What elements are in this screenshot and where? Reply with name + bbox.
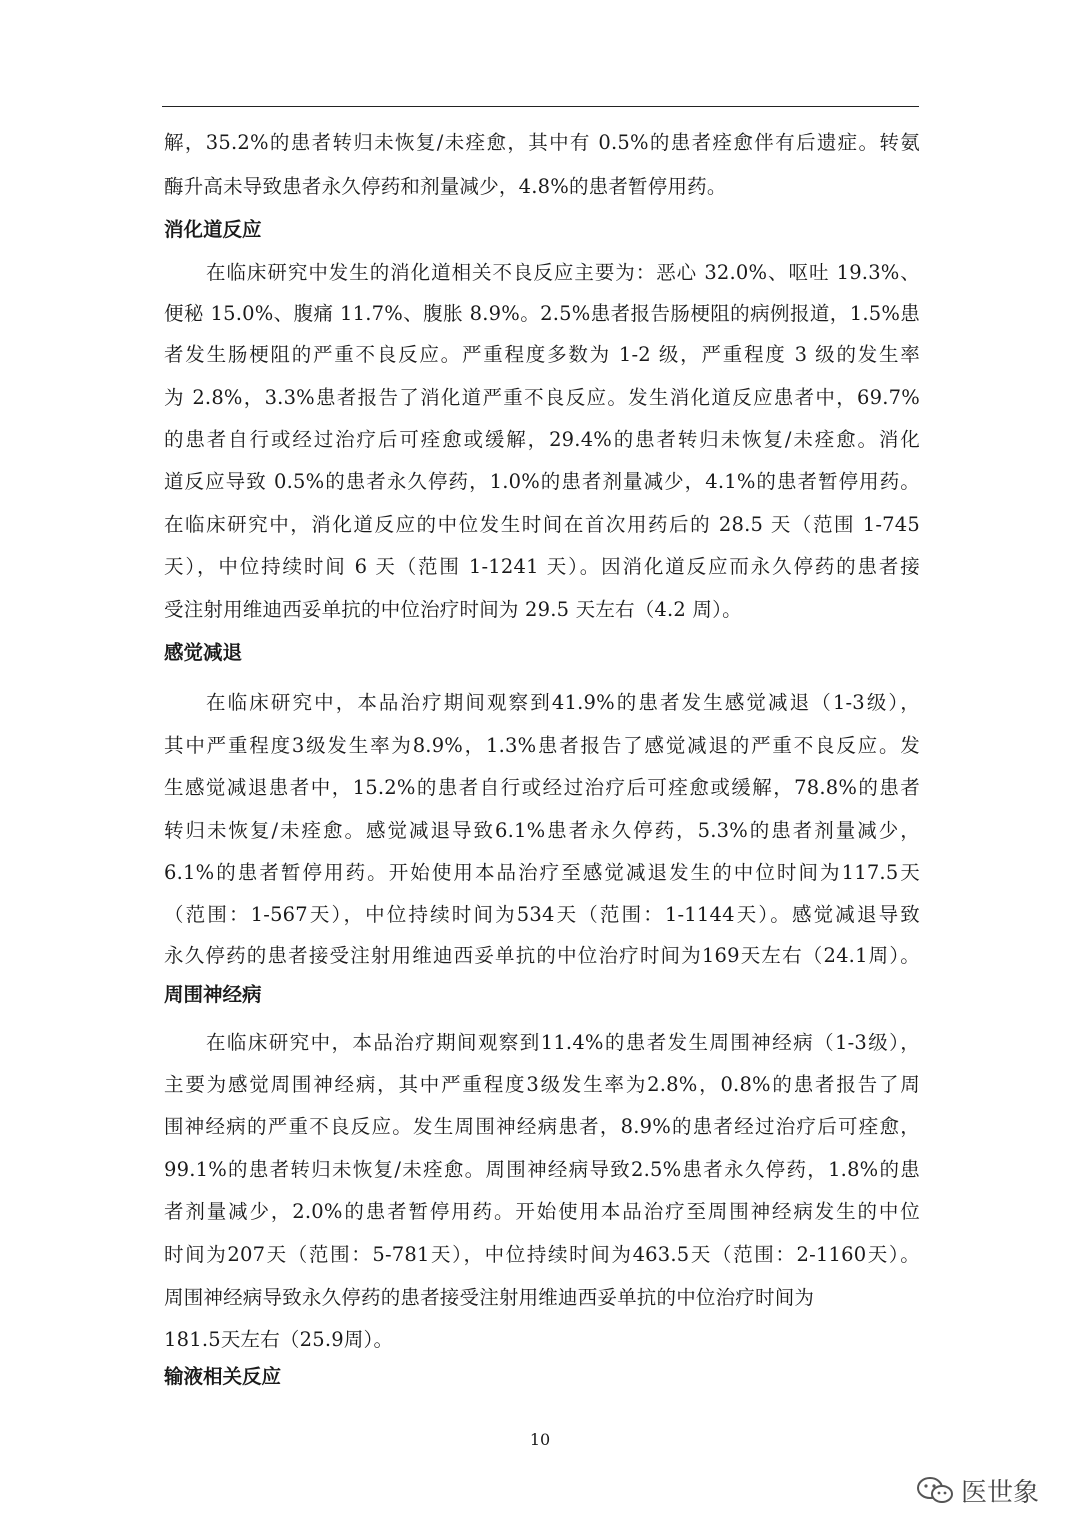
text-line: 181.5天左右（25.9周）。	[164, 1328, 394, 1351]
text-line: 其中严重程度3级发生率为8.9%，1.3%患者报告了感觉减退的严重不良反应。发	[164, 734, 920, 757]
text-line: 转归未恢复/未痊愈。感觉减退导致6.1%患者永久停药，5.3%的患者剂量减少，	[164, 819, 920, 842]
text-line: 在临床研究中，本品治疗期间观察到11.4%的患者发生周围神经病（1-3级），	[206, 1031, 920, 1054]
watermark-text: 医世象	[961, 1477, 1040, 1508]
header-rule	[162, 106, 919, 107]
text-line: （范围：1-567天），中位持续时间为534天（范围：1-1144天）。感觉减退导致	[164, 903, 920, 926]
text-line: 在临床研究中发生的消化道相关不良反应主要为：恶心 32.0%、呕吐 19.3%、	[206, 261, 920, 284]
section-heading-hypoesthesia: 感觉减退	[164, 641, 243, 664]
text-line: 时间为207天（范围：5-781天），中位持续时间为463.5天（范围：2-1160天）。	[164, 1243, 920, 1266]
text-line: 道反应导致 0.5%的患者永久停药，1.0%的患者剂量减少，4.1%的患者暂停用药。	[164, 470, 920, 493]
text-line: 的患者自行或经过治疗后可痊愈或缓解，29.4%的患者转归未恢复/未痊愈。消化	[164, 428, 920, 451]
text-line: 酶升高未导致患者永久停药和剂量减少，4.8%的患者暂停用药。	[164, 175, 727, 198]
text-line: 者剂量减少，2.0%的患者暂停用药。开始使用本品治疗至周围神经病发生的中位	[164, 1200, 920, 1223]
page-number: 10	[529, 1430, 551, 1449]
text-line: 生感觉减退患者中，15.2%的患者自行或经过治疗后可痊愈或缓解，78.8%的患者	[164, 776, 920, 799]
text-line: 99.1%的患者转归未恢复/未痊愈。周围神经病导致2.5%患者永久停药，1.8%的患	[164, 1158, 920, 1181]
text-line: 在临床研究中，消化道反应的中位发生时间在首次用药后的 28.5 天（范围 1-745	[164, 513, 920, 536]
section-heading-infusion: 输液相关反应	[164, 1365, 282, 1388]
text-line: 主要为感觉周围神经病，其中严重程度3级发生率为2.8%，0.8%的患者报告了周	[164, 1073, 920, 1096]
text-line: 周围神经病导致永久停药的患者接受注射用维迪西妥单抗的中位治疗时间为	[164, 1286, 815, 1309]
text-line: 永久停药的患者接受注射用维迪西妥单抗的中位治疗时间为169天左右（24.1周）。	[164, 944, 920, 967]
text-line: 天），中位持续时间 6 天（范围 1-1241 天）。因消化道反应而永久停药的患者接	[164, 555, 920, 578]
watermark	[915, 1472, 1039, 1508]
wechat-icon	[915, 1475, 955, 1505]
text-line: 者发生肠梗阻的严重不良反应。严重程度多数为 1-2 级，严重程度 3 级的发生率	[164, 343, 920, 366]
section-heading-neuropathy: 周围神经病	[164, 983, 262, 1006]
section-heading-digestive: 消化道反应	[164, 218, 262, 241]
text-line: 为 2.8%，3.3%患者报告了消化道严重不良反应。发生消化道反应患者中，69.7%	[164, 386, 920, 409]
text-line: 6.1%的患者暂停用药。开始使用本品治疗至感觉减退发生的中位时间为117.5天	[164, 861, 920, 884]
text-line: 在临床研究中，本品治疗期间观察到41.9%的患者发生感觉减退（1-3级），	[206, 691, 920, 714]
text-line: 围神经病的严重不良反应。发生周围神经病患者，8.9%的患者经过治疗后可痊愈，	[164, 1115, 920, 1138]
text-line: 受注射用维迪西妥单抗的中位治疗时间为 29.5 天左右（4.2 周）。	[164, 598, 742, 621]
text-line: 解，35.2%的患者转归未恢复/未痊愈，其中有 0.5%的患者痊愈伴有后遗症。转氨	[164, 131, 920, 154]
text-line: 便秘 15.0%、腹痛 11.7%、腹胀 8.9%。2.5%患者报告肠梗阻的病例报道，1.5%患	[164, 302, 920, 325]
